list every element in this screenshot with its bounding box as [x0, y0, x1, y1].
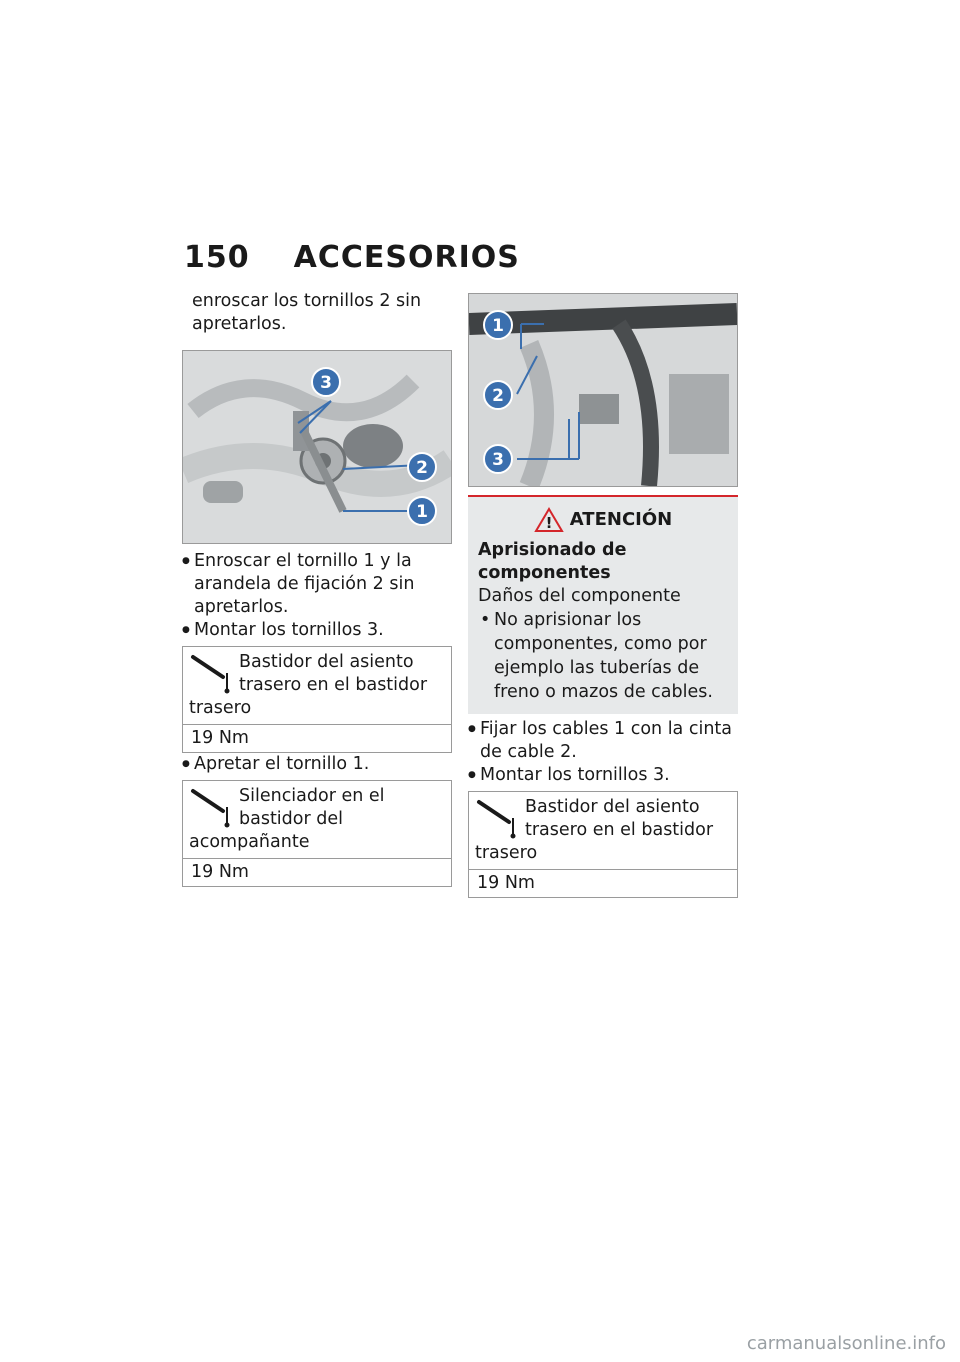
warning-triangle-icon	[534, 507, 564, 533]
warning-title: Aprisionado de componentes	[478, 540, 627, 583]
watermark: carmanualsonline.info	[746, 1333, 946, 1354]
steps-list-3	[468, 718, 738, 787]
torque-label: Silenciador en el bastidor del acompañante	[189, 786, 385, 852]
torque-label: Bastidor del asiento trasero en el bastidor trasero	[475, 797, 714, 863]
list-item: ● Fijar los cables 1 con la cinta de cable 2.	[468, 718, 738, 764]
torque-value: 19 Nm	[183, 858, 451, 886]
torque-value: 19 Nm	[469, 869, 737, 897]
page-header	[184, 240, 520, 275]
figure-illustration	[183, 351, 451, 543]
intro-text: enroscar los tornillos 2 sin apretarlos.	[192, 291, 422, 334]
warning-box	[468, 495, 738, 714]
left-column	[182, 290, 452, 887]
torque-spec-2	[182, 780, 452, 887]
svg-text:1: 1	[416, 502, 428, 522]
torque-wrench-icon	[189, 651, 235, 695]
warning-list	[478, 608, 728, 704]
svg-text:1: 1	[492, 316, 504, 336]
steps-list-2	[182, 753, 452, 776]
torque-label: Bastidor del asiento trasero en el bastidor trasero	[189, 652, 428, 718]
svg-text:3: 3	[492, 450, 504, 470]
svg-text:2: 2	[416, 458, 428, 478]
callout-1	[484, 311, 512, 339]
torque-spec-1	[182, 646, 452, 753]
list-item: ● Montar los tornillos 3.	[182, 619, 452, 642]
list-item: ● Enroscar el tornillo 1 y la arandela de fijación 2 sin apretarlos.	[182, 550, 452, 619]
callout-3	[484, 445, 512, 473]
warning-heading-text: ATENCIÓN	[569, 509, 673, 530]
steps-list-1	[182, 550, 452, 642]
torque-spec-3	[468, 791, 738, 898]
torque-wrench-icon	[189, 785, 235, 829]
warning-heading	[478, 507, 728, 533]
callout-2	[408, 453, 436, 481]
svg-text:2: 2	[492, 386, 504, 406]
torque-wrench-icon	[475, 796, 521, 840]
svg-text:3: 3	[320, 373, 332, 393]
svg-text:!: !	[545, 514, 553, 532]
torque-value: 19 Nm	[183, 724, 451, 752]
warning-subtitle: Daños del componente	[478, 586, 681, 606]
callout-1	[408, 497, 436, 525]
list-item: ● Apretar el tornillo 1.	[182, 753, 452, 776]
figure-silencer-bolts	[182, 350, 452, 544]
figure-cable-routing	[468, 293, 738, 487]
page-number: 150	[184, 240, 250, 275]
list-item: ● Montar los tornillos 3.	[468, 764, 738, 787]
callout-3	[312, 368, 340, 396]
list-item: • No aprisionar los componentes, como por ejemplo las tuberías de freno o mazos de cables.	[478, 608, 728, 704]
chapter-title: ACCESORIOS	[293, 240, 520, 275]
figure-illustration	[469, 294, 737, 486]
callout-2	[484, 381, 512, 409]
right-column	[468, 293, 738, 898]
